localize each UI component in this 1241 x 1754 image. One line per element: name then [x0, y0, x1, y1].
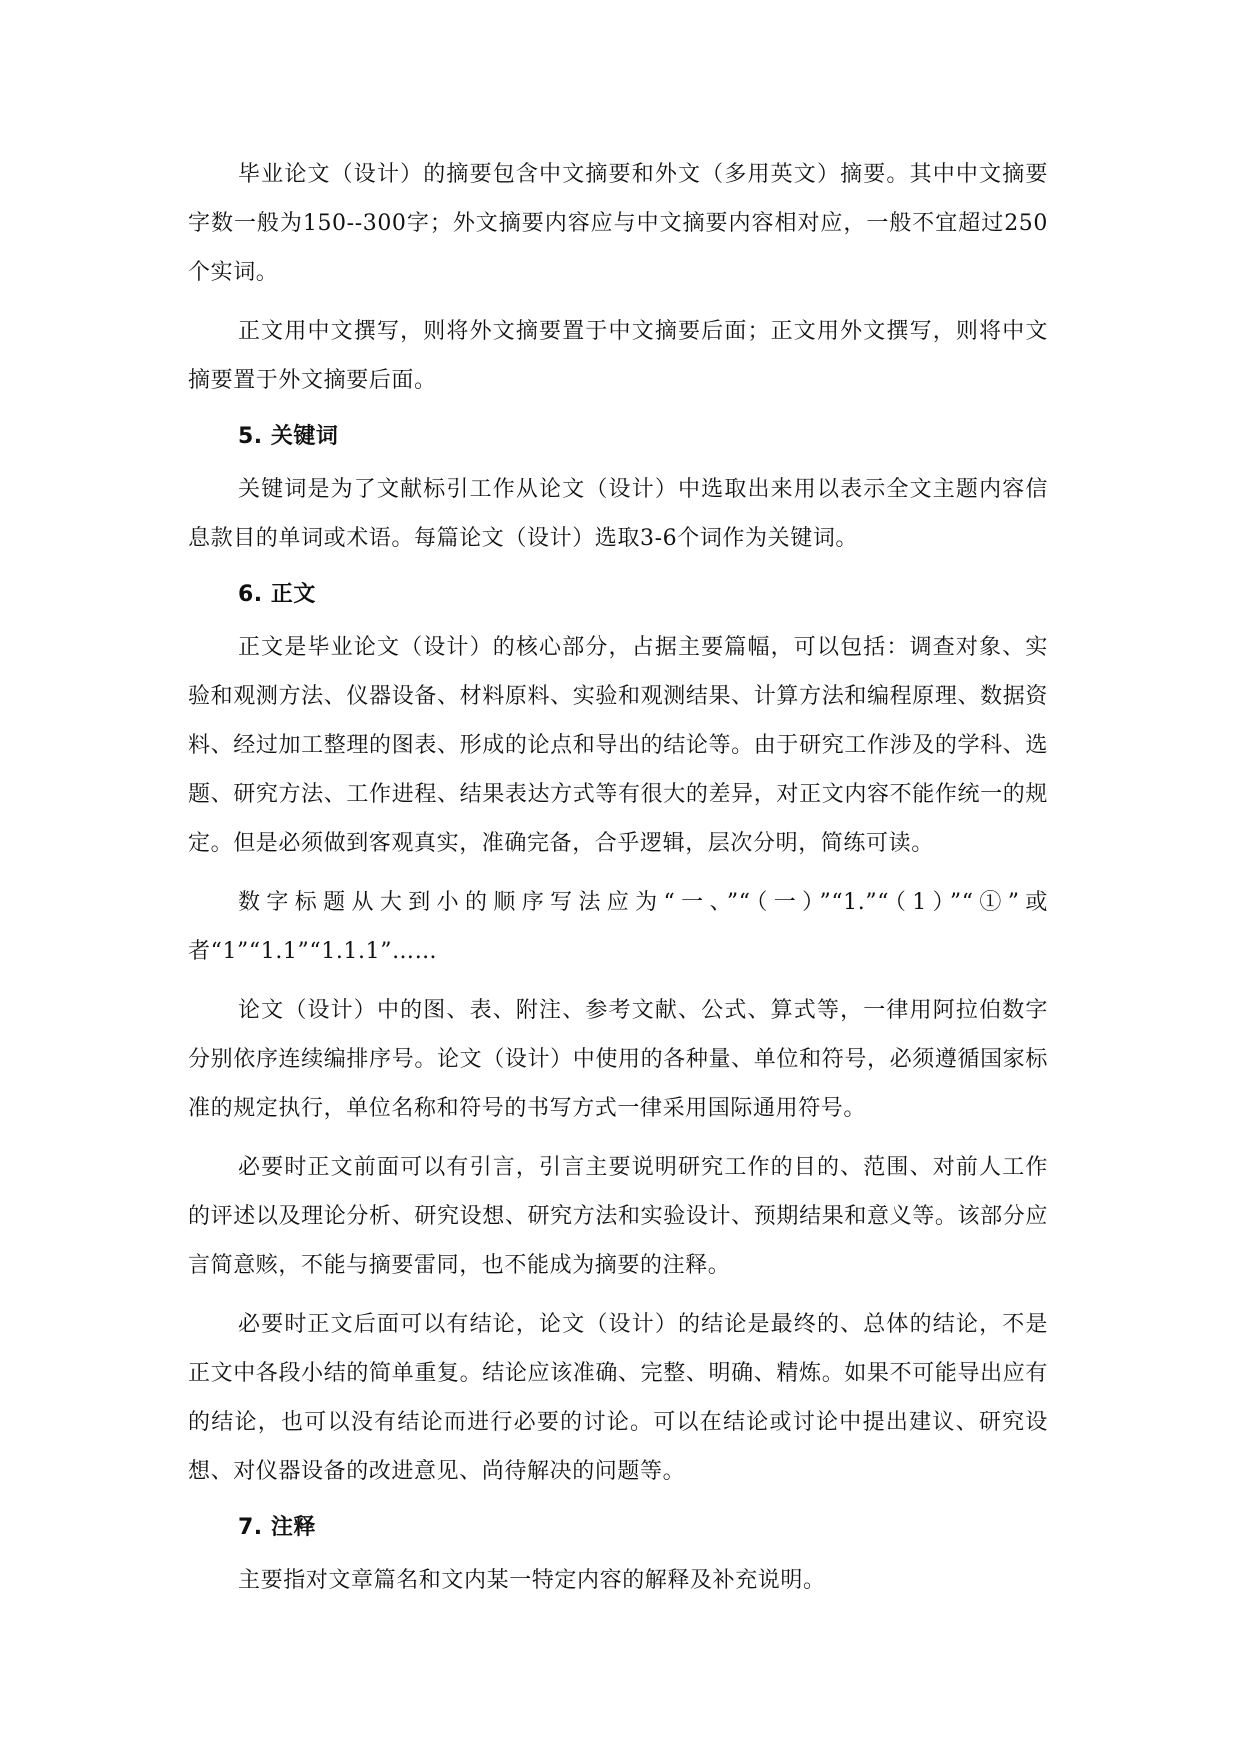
- paragraph-notes: 主要指对文章篇名和文内某一特定内容的解释及补充说明。: [238, 1568, 826, 1593]
- section-heading-keywords: 5. 关键词: [238, 424, 339, 449]
- paragraph-conclusion: 必要时正文后面可以有结论，论文（设计）的结论是最终的、总体的结论，不是正文中各段小结的简单重复。结论应该准确、完整、明确、精炼。如果不可能导出应有的结论，也可以没有结论而进行必要的讨论。可以在结论或讨论中提出建议、研究设想、对仪器设备的改进意见、尚待解决的问题等。: [188, 1312, 1048, 1484]
- paragraph-body-content: 正文是毕业论文（设计）的核心部分，占据主要篇幅，可以包括：调查对象、实验和观测方法、仪器设备、材料原料、实验和观测结果、计算方法和编程原理、数据资料、经过加工整理的图表、形成的论点和导出的结论等。由于研究工作涉及的学科、选题、研究方法、工作进程、结果表达方式等有很大的差异，对正文内容不能作统一的规定。但是必须做到客观真实，准确完备，合乎逻辑，层次分明，简练可读。: [188, 635, 1048, 856]
- paragraph-figure-numbering: 论文（设计）中的图、表、附注、参考文献、公式、算式等，一律用阿拉伯数字分别依序连续编排序号。论文（设计）中使用的各种量、单位和符号，必须遵循国家标准的规定执行，单位名称和符号的书写方式一律采用国际通用符号。: [188, 998, 1048, 1121]
- section-heading-notes: 7. 注释: [238, 1515, 316, 1540]
- document-page: [188, 150, 1048, 1615]
- paragraph-abstract-order: 正文用中文撰写，则将外文摘要置于中文摘要后面；正文用外文撰写，则将中文摘要置于外文摘要后面。: [188, 319, 1048, 393]
- paragraph-introduction: 必要时正文前面可以有引言，引言主要说明研究工作的目的、范围、对前人工作的评述以及理论分析、研究设想、研究方法和实验设计、预期结果和意义等。该部分应言简意赅，不能与摘要雷同，也不能成为摘要的注释。: [188, 1155, 1048, 1278]
- paragraph-heading-numbering: 数字标题从大到小的顺序写法应为“一、”“（一）”“1.”“（1）”“①”或者“1”“1.1”“1.1.1”……: [188, 890, 1048, 964]
- paragraph-abstract-content: 毕业论文（设计）的摘要包含中文摘要和外文（多用英文）摘要。其中中文摘要字数一般为150--300字；外文摘要内容应与中文摘要内容相对应，一般不宜超过250个实词。: [188, 162, 1048, 285]
- paragraph-keywords: 关键词是为了文献标引工作从论文（设计）中选取出来用以表示全文主题内容信息款目的单词或术语。每篇论文（设计）选取3-6个词作为关键词。: [188, 477, 1048, 551]
- section-heading-body: 6. 正文: [238, 582, 316, 607]
